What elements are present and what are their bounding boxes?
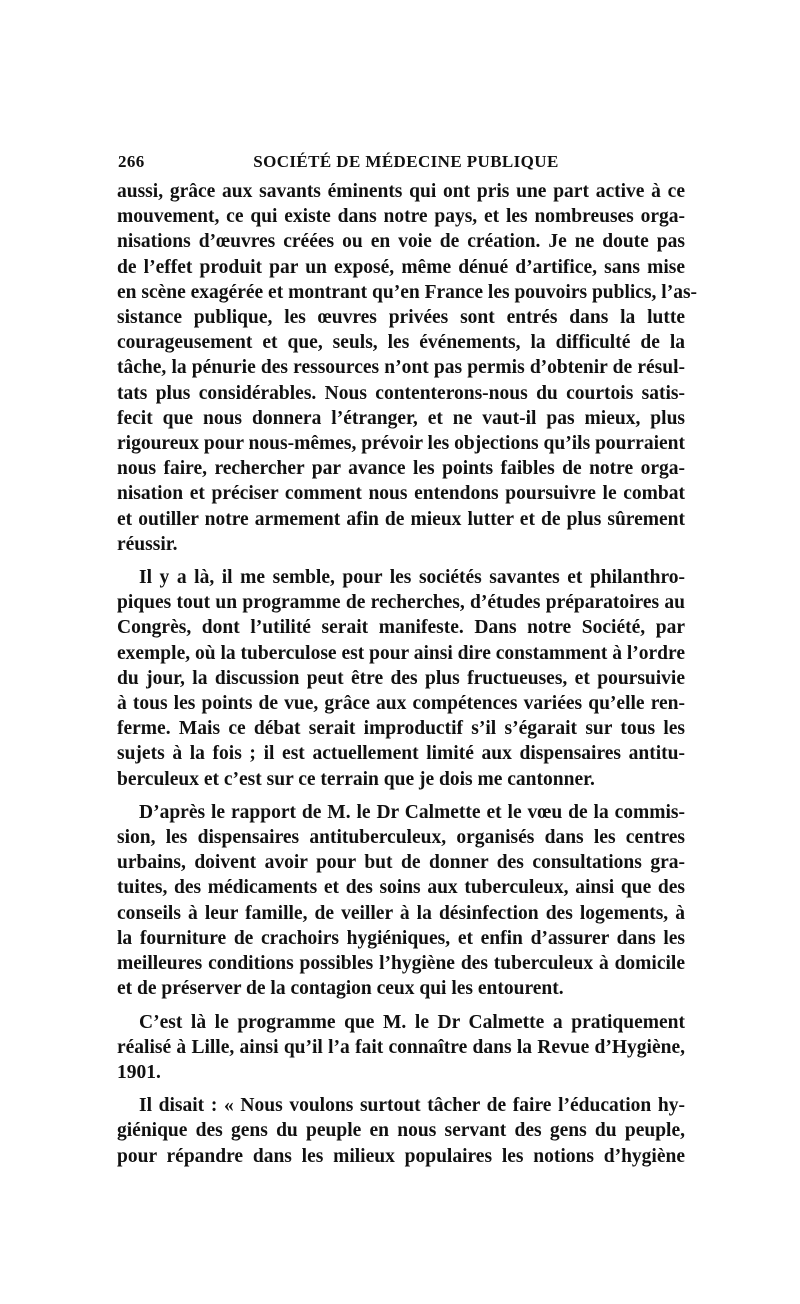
page-number: 266 (118, 152, 145, 171)
text-line: mouvement, ce qui existe dans notre pays, et les nombreuses orga- (117, 206, 685, 228)
text-line: nisations d’œuvres créées ou en voie de création. Je ne doute pas (117, 231, 685, 253)
text-line: du jour, la discussion peut être des plus fructueuses, et poursuivie (117, 667, 685, 689)
paragraph-1 (117, 179, 698, 557)
text-line: conseils à leur famille, de veiller à la désinfection des logements, à (117, 902, 685, 924)
text-line: urbains, doivent avoir pour but de donner des consultations gra- (117, 852, 685, 874)
text-line: sistance publique, les œuvres privées sont entrés dans la lutte (117, 307, 685, 329)
text-line: tats plus considérables. Nous contenterons-nous du courtois satis- (117, 382, 685, 404)
running-head (118, 152, 684, 176)
text-line: réussir. (117, 533, 178, 555)
text-line: réalisé à Lille, ainsi qu’il l’a fait connaître dans la Revue d’Hygiène, (117, 1036, 685, 1058)
text-line: Congrès, dont l’utilité serait manifeste. Dans notre Société, par (117, 617, 685, 639)
text-line: fecit que nous donnera l’étranger, et ne vaut-il pas mieux, plus (117, 407, 685, 429)
text-line: nisation et préciser comment nous entendons poursuivre le combat (117, 483, 685, 505)
text-line: ferme. Mais ce débat serait improductif s’il s’égarait sur tous les (117, 718, 685, 740)
text-line: sion, les dispensaires antituberculeux, organisés dans les centres (117, 827, 685, 849)
text-line: rigoureux pour nous-mêmes, prévoir les objections qu’ils pourraient (117, 433, 685, 455)
text-line: et de préserver de la contagion ceux qui les entourent. (117, 978, 564, 1000)
text-line: nous faire, rechercher par avance les points faibles de notre orga- (117, 458, 685, 480)
body-text (117, 179, 698, 1177)
text-line: courageusement et que, seuls, les événements, la difficulté de la (117, 332, 685, 354)
text-line: 1901. (117, 1061, 161, 1083)
text-line: D’après le rapport de M. le Dr Calmette et le vœu de la commis- (139, 801, 685, 823)
text-line: de l’effet produit par un exposé, même dénué d’artifice, sans mise (117, 256, 685, 278)
text-line: tâche, la pénurie des ressources n’ont pas permis d’obtenir de résul- (117, 357, 685, 379)
journal-title: SOCIÉTÉ DE MÉDECINE PUBLIQUE (253, 152, 559, 171)
text-line: pour répandre dans les milieux populaires les notions d’hygiène (117, 1145, 685, 1167)
text-line: tuites, des médicaments et des soins aux tuberculeux, ainsi que des (117, 877, 685, 899)
text-line: Il disait : « Nous voulons surtout tâcher de faire l’éducation hy- (139, 1095, 685, 1117)
text-line: meilleures conditions possibles l’hygiène des tuberculeux à domicile (117, 953, 685, 975)
text-line: C’est là le programme que M. le Dr Calmette a pratiquement (139, 1011, 685, 1033)
paragraph-5 (117, 1093, 685, 1169)
text-line: exemple, où la tuberculose est pour ainsi dire constamment à l’ordre (117, 642, 685, 664)
text-line: giénique des gens du peuple en nous servant des gens du peuple, (117, 1120, 685, 1142)
text-line: aussi, grâce aux savants éminents qui ont pris une part active à ce (117, 181, 685, 202)
text-line: piques tout un programme de recherches, d’études préparatoires au (117, 592, 685, 614)
paragraph-2 (117, 565, 685, 792)
paragraph-3 (117, 800, 685, 1002)
text-line: en scène exagérée et montrant qu’en France les pouvoirs publics, l’as- (117, 281, 698, 303)
text-line: à tous les points de vue, grâce aux compétences variées qu’elle ren- (117, 693, 685, 715)
text-line: Il y a là, il me semble, pour les sociétés savantes et philanthro- (139, 567, 685, 589)
text-line: la fourniture de crachoirs hygiéniques, et enfin d’assurer dans les (117, 927, 685, 949)
text-line: berculeux et c’est sur ce terrain que je dois me cantonner. (117, 768, 595, 790)
paragraph-4 (117, 1010, 685, 1086)
text-line: sujets à la fois ; il est actuellement limité aux dispensaires antitu- (117, 743, 685, 765)
text-line: et outiller notre armement afin de mieux lutter et de plus sûrement (117, 508, 685, 530)
